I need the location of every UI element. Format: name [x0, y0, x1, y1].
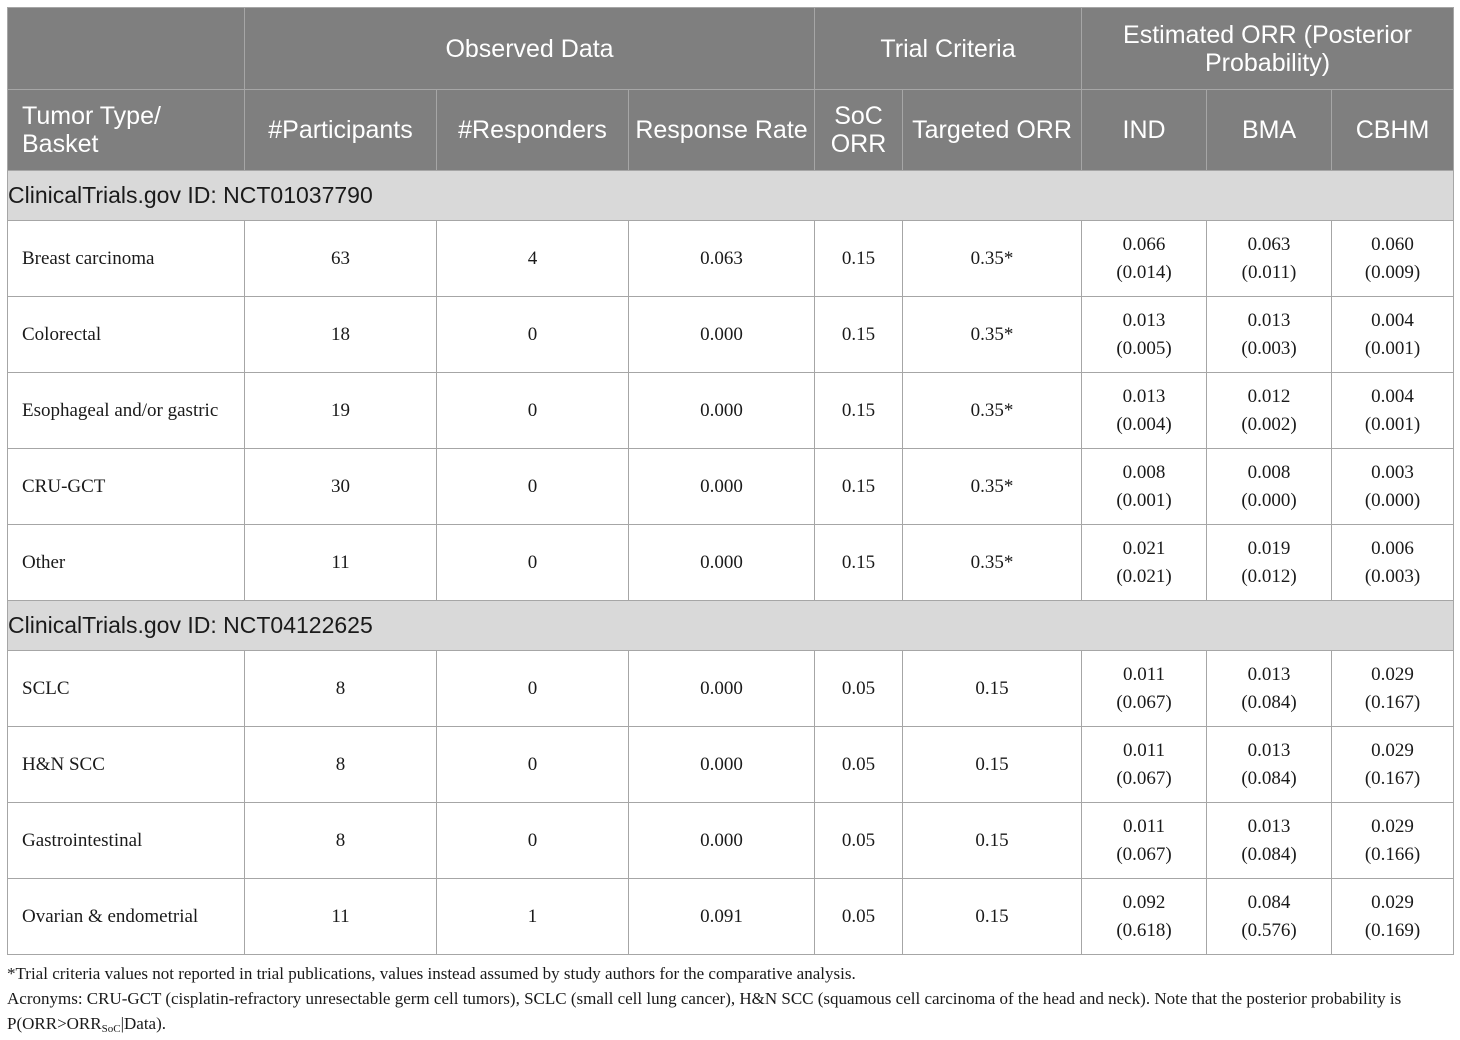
responders-cell: 1 — [437, 879, 629, 955]
cbhm-cell — [1332, 525, 1454, 601]
acronyms-note — [7, 986, 1457, 1036]
bma-posterior-probability: (0.084) — [1241, 691, 1297, 713]
cbhm-posterior-probability: (0.003) — [1364, 565, 1421, 587]
header-ind: IND — [1082, 90, 1207, 171]
bma-cell — [1207, 727, 1332, 803]
tumor-type-cell: H&N SCC — [8, 727, 245, 803]
cbhm-estimate: 0.060 — [1371, 233, 1414, 255]
ind-cell — [1082, 373, 1207, 449]
header-responders: #Responders — [437, 90, 629, 171]
cbhm-cell — [1332, 651, 1454, 727]
header-cbhm: CBHM — [1332, 90, 1454, 171]
header-response-rate: Response Rate — [629, 90, 815, 171]
acronyms-subscript: SoC — [101, 1023, 121, 1035]
bma-estimate: 0.013 — [1247, 309, 1291, 331]
cbhm-estimate: 0.004 — [1371, 385, 1414, 407]
response-rate-cell: 0.000 — [629, 449, 815, 525]
table-row — [8, 297, 1454, 373]
responders-cell: 0 — [437, 727, 629, 803]
targeted-orr-cell: 0.15 — [903, 727, 1082, 803]
bma-cell — [1207, 525, 1332, 601]
targeted-orr-cell: 0.35* — [903, 449, 1082, 525]
bma-cell — [1207, 373, 1332, 449]
ind-cell — [1082, 879, 1207, 955]
table-row — [8, 525, 1454, 601]
ind-cell — [1082, 727, 1207, 803]
ind-posterior-probability: (0.014) — [1116, 261, 1172, 283]
participants-cell: 19 — [245, 373, 437, 449]
bma-estimate: 0.063 — [1247, 233, 1291, 255]
header-participants: #Participants — [245, 90, 437, 171]
ind-estimate: 0.013 — [1122, 385, 1166, 407]
soc-orr-cell: 0.15 — [815, 221, 903, 297]
table-row — [8, 727, 1454, 803]
soc-orr-cell: 0.05 — [815, 803, 903, 879]
header-group-row — [8, 8, 1454, 90]
responders-cell: 0 — [437, 803, 629, 879]
trial-id-label: ClinicalTrials.gov ID: NCT04122625 — [8, 601, 1454, 651]
ind-cell — [1082, 803, 1207, 879]
table-row — [8, 803, 1454, 879]
ind-posterior-probability: (0.067) — [1116, 843, 1172, 865]
responders-cell: 0 — [437, 449, 629, 525]
cbhm-posterior-probability: (0.166) — [1364, 843, 1421, 865]
ind-estimate: 0.013 — [1122, 309, 1166, 331]
participants-cell: 8 — [245, 651, 437, 727]
response-rate-cell: 0.000 — [629, 297, 815, 373]
tumor-type-cell: Breast carcinoma — [8, 221, 245, 297]
cbhm-posterior-probability: (0.009) — [1364, 261, 1421, 283]
soc-orr-cell: 0.05 — [815, 727, 903, 803]
soc-orr-cell: 0.05 — [815, 651, 903, 727]
results-table — [7, 7, 1454, 955]
ind-posterior-probability: (0.618) — [1116, 919, 1172, 941]
bma-estimate: 0.012 — [1247, 385, 1291, 407]
table-row — [8, 221, 1454, 297]
bma-estimate: 0.019 — [1247, 537, 1291, 559]
ind-posterior-probability: (0.005) — [1116, 337, 1172, 359]
header-tumor-type: Tumor Type/ Basket — [8, 90, 245, 171]
ind-posterior-probability: (0.067) — [1116, 691, 1172, 713]
cbhm-posterior-probability: (0.167) — [1364, 767, 1421, 789]
tumor-type-cell: Other — [8, 525, 245, 601]
responders-cell: 0 — [437, 651, 629, 727]
bma-posterior-probability: (0.002) — [1241, 413, 1297, 435]
ind-estimate: 0.008 — [1122, 461, 1166, 483]
cbhm-estimate: 0.004 — [1371, 309, 1414, 331]
acronyms-text: Acronyms: CRU-GCT (cisplatin-refractory unresectable germ cell tumors), SCLC (small cell lung cancer), H&N SCC (squamous cell carcinoma of the head and neck). Note that the posterior probability is P(ORR>ORR — [7, 989, 1402, 1033]
header-targeted-orr: Targeted ORR — [903, 90, 1082, 171]
header-estimated-orr: Estimated ORR (Posterior Probability) — [1082, 8, 1454, 90]
ind-posterior-probability: (0.067) — [1116, 767, 1172, 789]
table-body — [8, 171, 1454, 955]
tumor-type-cell: Ovarian & endometrial — [8, 879, 245, 955]
ind-estimate: 0.011 — [1123, 663, 1166, 685]
ind-cell — [1082, 651, 1207, 727]
participants-cell: 30 — [245, 449, 437, 525]
cbhm-estimate: 0.029 — [1371, 815, 1414, 837]
responders-cell: 4 — [437, 221, 629, 297]
ind-posterior-probability: (0.004) — [1116, 413, 1172, 435]
cbhm-estimate: 0.003 — [1371, 461, 1414, 483]
participants-cell: 63 — [245, 221, 437, 297]
response-rate-cell: 0.091 — [629, 879, 815, 955]
cbhm-cell — [1332, 297, 1454, 373]
tumor-type-cell: Colorectal — [8, 297, 245, 373]
tumor-type-cell: Gastrointestinal — [8, 803, 245, 879]
soc-orr-cell: 0.15 — [815, 525, 903, 601]
response-rate-cell: 0.000 — [629, 525, 815, 601]
responders-cell: 0 — [437, 297, 629, 373]
bma-cell — [1207, 879, 1332, 955]
cbhm-estimate: 0.029 — [1371, 891, 1414, 913]
response-rate-cell: 0.000 — [629, 727, 815, 803]
targeted-orr-cell: 0.15 — [903, 879, 1082, 955]
bma-estimate: 0.008 — [1247, 461, 1291, 483]
bma-estimate: 0.013 — [1247, 739, 1291, 761]
bma-posterior-probability: (0.576) — [1241, 919, 1297, 941]
header-bma: BMA — [1207, 90, 1332, 171]
bma-posterior-probability: (0.003) — [1241, 337, 1297, 359]
cbhm-cell — [1332, 727, 1454, 803]
bma-cell — [1207, 651, 1332, 727]
ind-cell — [1082, 525, 1207, 601]
targeted-orr-cell: 0.35* — [903, 525, 1082, 601]
trial-id-label: ClinicalTrials.gov ID: NCT01037790 — [8, 171, 1454, 221]
ind-posterior-probability: (0.021) — [1116, 565, 1172, 587]
header-trial-criteria: Trial Criteria — [815, 8, 1082, 90]
participants-cell: 11 — [245, 525, 437, 601]
bma-cell — [1207, 221, 1332, 297]
soc-orr-cell: 0.05 — [815, 879, 903, 955]
table-row — [8, 651, 1454, 727]
targeted-orr-cell: 0.15 — [903, 803, 1082, 879]
cbhm-cell — [1332, 803, 1454, 879]
bma-cell — [1207, 297, 1332, 373]
cbhm-cell — [1332, 373, 1454, 449]
participants-cell: 18 — [245, 297, 437, 373]
soc-orr-cell: 0.15 — [815, 449, 903, 525]
participants-cell: 11 — [245, 879, 437, 955]
header-observed-data: Observed Data — [245, 8, 815, 90]
ind-posterior-probability: (0.001) — [1116, 489, 1172, 511]
cbhm-posterior-probability: (0.000) — [1364, 489, 1421, 511]
soc-orr-cell: 0.15 — [815, 297, 903, 373]
tumor-type-cell: CRU-GCT — [8, 449, 245, 525]
bma-posterior-probability: (0.012) — [1241, 565, 1297, 587]
table-row — [8, 879, 1454, 955]
cbhm-cell — [1332, 221, 1454, 297]
footnote: *Trial criteria values not reported in trial publications, values instead assumed by study authors for the comparative analysis. — [7, 964, 856, 983]
trial-group-row — [8, 601, 1454, 651]
participants-cell: 8 — [245, 803, 437, 879]
cbhm-cell — [1332, 449, 1454, 525]
cbhm-estimate: 0.006 — [1371, 537, 1414, 559]
ind-estimate: 0.066 — [1122, 233, 1166, 255]
tumor-type-cell: SCLC — [8, 651, 245, 727]
header-soc-orr: SoC ORR — [815, 90, 903, 171]
cbhm-posterior-probability: (0.167) — [1364, 691, 1421, 713]
ind-cell — [1082, 221, 1207, 297]
response-rate-cell: 0.063 — [629, 221, 815, 297]
table-row — [8, 373, 1454, 449]
cbhm-cell — [1332, 879, 1454, 955]
targeted-orr-cell: 0.35* — [903, 221, 1082, 297]
ind-cell — [1082, 449, 1207, 525]
cbhm-estimate: 0.029 — [1371, 739, 1414, 761]
bma-posterior-probability: (0.000) — [1241, 489, 1297, 511]
cbhm-posterior-probability: (0.169) — [1364, 919, 1421, 941]
cbhm-estimate: 0.029 — [1371, 663, 1414, 685]
participants-cell: 8 — [245, 727, 437, 803]
targeted-orr-cell: 0.35* — [903, 297, 1082, 373]
targeted-orr-cell: 0.15 — [903, 651, 1082, 727]
responders-cell: 0 — [437, 373, 629, 449]
trial-group-row — [8, 171, 1454, 221]
bma-posterior-probability: (0.084) — [1241, 843, 1297, 865]
bma-posterior-probability: (0.084) — [1241, 767, 1297, 789]
bma-estimate: 0.013 — [1247, 815, 1291, 837]
ind-estimate: 0.092 — [1122, 891, 1166, 913]
bma-estimate: 0.013 — [1247, 663, 1291, 685]
ind-estimate: 0.021 — [1122, 537, 1166, 559]
bma-estimate: 0.084 — [1247, 891, 1291, 913]
bma-cell — [1207, 803, 1332, 879]
cbhm-posterior-probability: (0.001) — [1364, 413, 1421, 435]
table-row — [8, 449, 1454, 525]
response-rate-cell: 0.000 — [629, 373, 815, 449]
acronyms-end: |Data). — [120, 1014, 166, 1033]
header-empty-cell — [8, 8, 245, 90]
ind-estimate: 0.011 — [1123, 815, 1166, 837]
cbhm-posterior-probability: (0.001) — [1364, 337, 1421, 359]
tumor-type-cell: Esophageal and/or gastric — [8, 373, 245, 449]
response-rate-cell: 0.000 — [629, 803, 815, 879]
bma-posterior-probability: (0.011) — [1241, 261, 1297, 283]
table-notes — [7, 961, 1457, 1036]
soc-orr-cell: 0.15 — [815, 373, 903, 449]
header-column-row — [8, 90, 1454, 171]
responders-cell: 0 — [437, 525, 629, 601]
ind-cell — [1082, 297, 1207, 373]
bma-cell — [1207, 449, 1332, 525]
ind-estimate: 0.011 — [1123, 739, 1166, 761]
targeted-orr-cell: 0.35* — [903, 373, 1082, 449]
response-rate-cell: 0.000 — [629, 651, 815, 727]
